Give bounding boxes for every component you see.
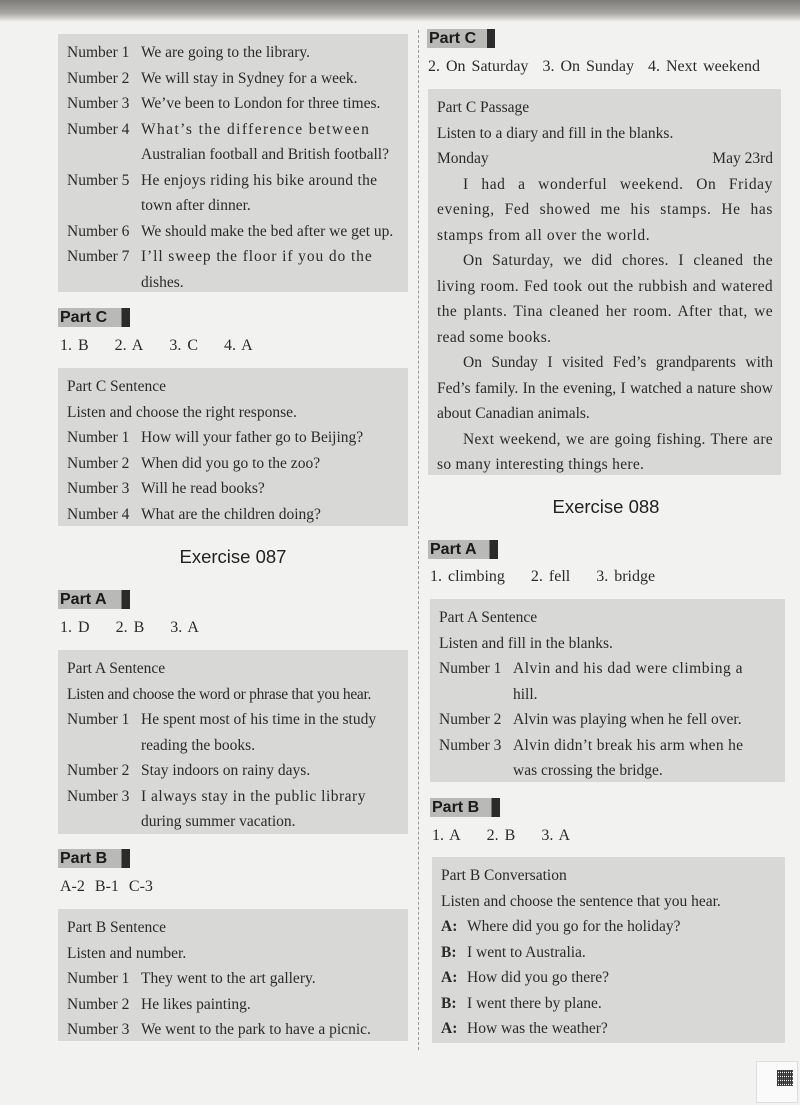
line: Number 4 What are the children doing?	[67, 505, 321, 523]
box-instruction: Listen and choose the sentence that you hear.	[441, 892, 721, 910]
line: Number 5 He enjoys riding his bike around the	[67, 171, 378, 189]
line: Number 2 We will stay in Sydney for a week.	[67, 69, 358, 87]
part-b-conversation-box	[432, 857, 785, 1043]
line-cont: town after dinner.	[141, 197, 251, 214]
part-a-heading-087: Part A	[58, 590, 130, 609]
page-torn-edge	[0, 0, 800, 22]
line: Number 6 We should make the bed after we get up.	[67, 222, 394, 240]
line: Number 7 I’ll sweep the floor if you do the	[67, 248, 373, 265]
line: Number 2 Stay indoors on rainy days.	[67, 762, 311, 779]
line: Number 1 They went to the art gallery.	[67, 970, 316, 987]
box-title: Part A Sentence	[439, 609, 538, 626]
part-b-answers-087: A-2 B-1 C-3	[60, 878, 153, 895]
box-instruction: Listen and number.	[67, 944, 187, 962]
part-b-heading-088: Part B	[430, 798, 500, 817]
passage-paragraph: Next weekend, we are going fishing. There are so many interesting things here.	[437, 430, 773, 473]
box-instruction: Listen and fill in the blanks.	[439, 634, 613, 652]
line: Number 3 We’ve been to London for three times.	[67, 95, 381, 112]
part-a-sentence-box-087	[58, 650, 408, 834]
part-c-heading-left: Part C	[58, 308, 130, 327]
diary-date: May 23rd	[712, 150, 773, 167]
part-a-answers-088: 1. climbing 2. fell 3. bridge	[430, 568, 656, 585]
part-c-heading-right: Part C	[427, 29, 495, 48]
part-a-sentence-box-088	[430, 599, 785, 782]
box-instruction: Listen and choose the right response.	[67, 403, 297, 421]
qr-code-icon	[756, 1061, 798, 1103]
diary-day: Monday	[437, 150, 489, 167]
passage-paragraph: On Sunday I visited Fed’s grandparents with Fed’s family. In the evening, I watched a nature show about Canadian animals.	[437, 354, 773, 422]
diary-header	[437, 146, 773, 172]
box-instruction: Listen to a diary and fill in the blanks.	[437, 124, 674, 142]
left-box-number-list	[58, 34, 408, 292]
line: Number 2 He likes painting.	[67, 995, 251, 1013]
column-divider	[418, 30, 419, 1050]
line: Number 1 How will your father go to Beijing?	[67, 429, 364, 446]
dialog-line: B: I went to Australia.	[441, 943, 586, 961]
part-b-answers-088: 1. A 2. B 3. A	[432, 827, 571, 844]
box-title: Part C Passage	[437, 99, 530, 116]
line: Number 3 We went to the park to have a picnic.	[67, 1021, 371, 1038]
line-cont: dishes.	[141, 273, 184, 291]
line: Number 1 He spent most of his time in the study	[67, 711, 377, 728]
line-cont: hill.	[513, 685, 538, 703]
box-title: Part A Sentence	[67, 660, 166, 677]
line-cont: reading the books.	[141, 736, 256, 754]
part-a-answers-087: 1. D 2. B 3. A	[60, 619, 199, 636]
line: Number 2 Alvin was playing when he fell over.	[439, 711, 742, 728]
box-instruction: Listen and choose the word or phrase that you hear.	[67, 685, 372, 703]
line: Number 4 What’s the difference between	[67, 120, 371, 138]
part-c-passage-box	[428, 89, 781, 475]
dialog-line: A: How was the weather?	[441, 1020, 608, 1037]
part-c-sentence-box	[58, 368, 408, 526]
line: Number 1 We are going to the library.	[67, 44, 311, 61]
line-cont: was crossing the bridge.	[513, 762, 663, 779]
line: Number 3 I always stay in the public library	[67, 787, 366, 805]
line: Number 3 Alvin didn’t break his arm when he	[439, 736, 744, 754]
part-c-answers-right: 2. On Saturday 3. On Sunday 4. Next weekend	[428, 58, 760, 75]
line-cont: Australian football and British football?	[141, 146, 389, 163]
dialog-line: A: Where did you go for the holiday?	[441, 918, 681, 935]
dialog-line: B: I went there by plane.	[441, 994, 602, 1012]
passage-paragraph: On Saturday, we did chores. I cleaned the living room. Fed took out the rubbish and watered the plants. Tina cleaned her room. After that, we read some books.	[437, 252, 773, 346]
part-b-sentence-box-087	[58, 909, 408, 1041]
box-title: Part B Conversation	[441, 867, 567, 884]
box-title: Part B Sentence	[67, 919, 167, 936]
exercise-088-title: Exercise 088	[552, 496, 660, 517]
part-a-heading-088: Part A	[428, 540, 498, 559]
line: Number 2 When did you go to the zoo?	[67, 454, 321, 472]
line: Number 1 Alvin and his dad were climbing a	[439, 660, 744, 677]
line: Number 3 Will he read books?	[67, 480, 265, 497]
part-b-heading-087: Part B	[58, 849, 130, 868]
part-c-answers-left: 1. B 2. A 3. C 4. A	[60, 337, 253, 354]
line-cont: during summer vacation.	[141, 813, 296, 830]
passage-paragraph: I had a wonderful weekend. On Friday evening, Fed showed me his stamps. He has stamps from all over the world.	[437, 175, 773, 244]
exercise-087-title: Exercise 087	[179, 546, 287, 567]
dialog-line: A: How did you go there?	[441, 969, 610, 986]
box-title: Part C Sentence	[67, 378, 167, 395]
